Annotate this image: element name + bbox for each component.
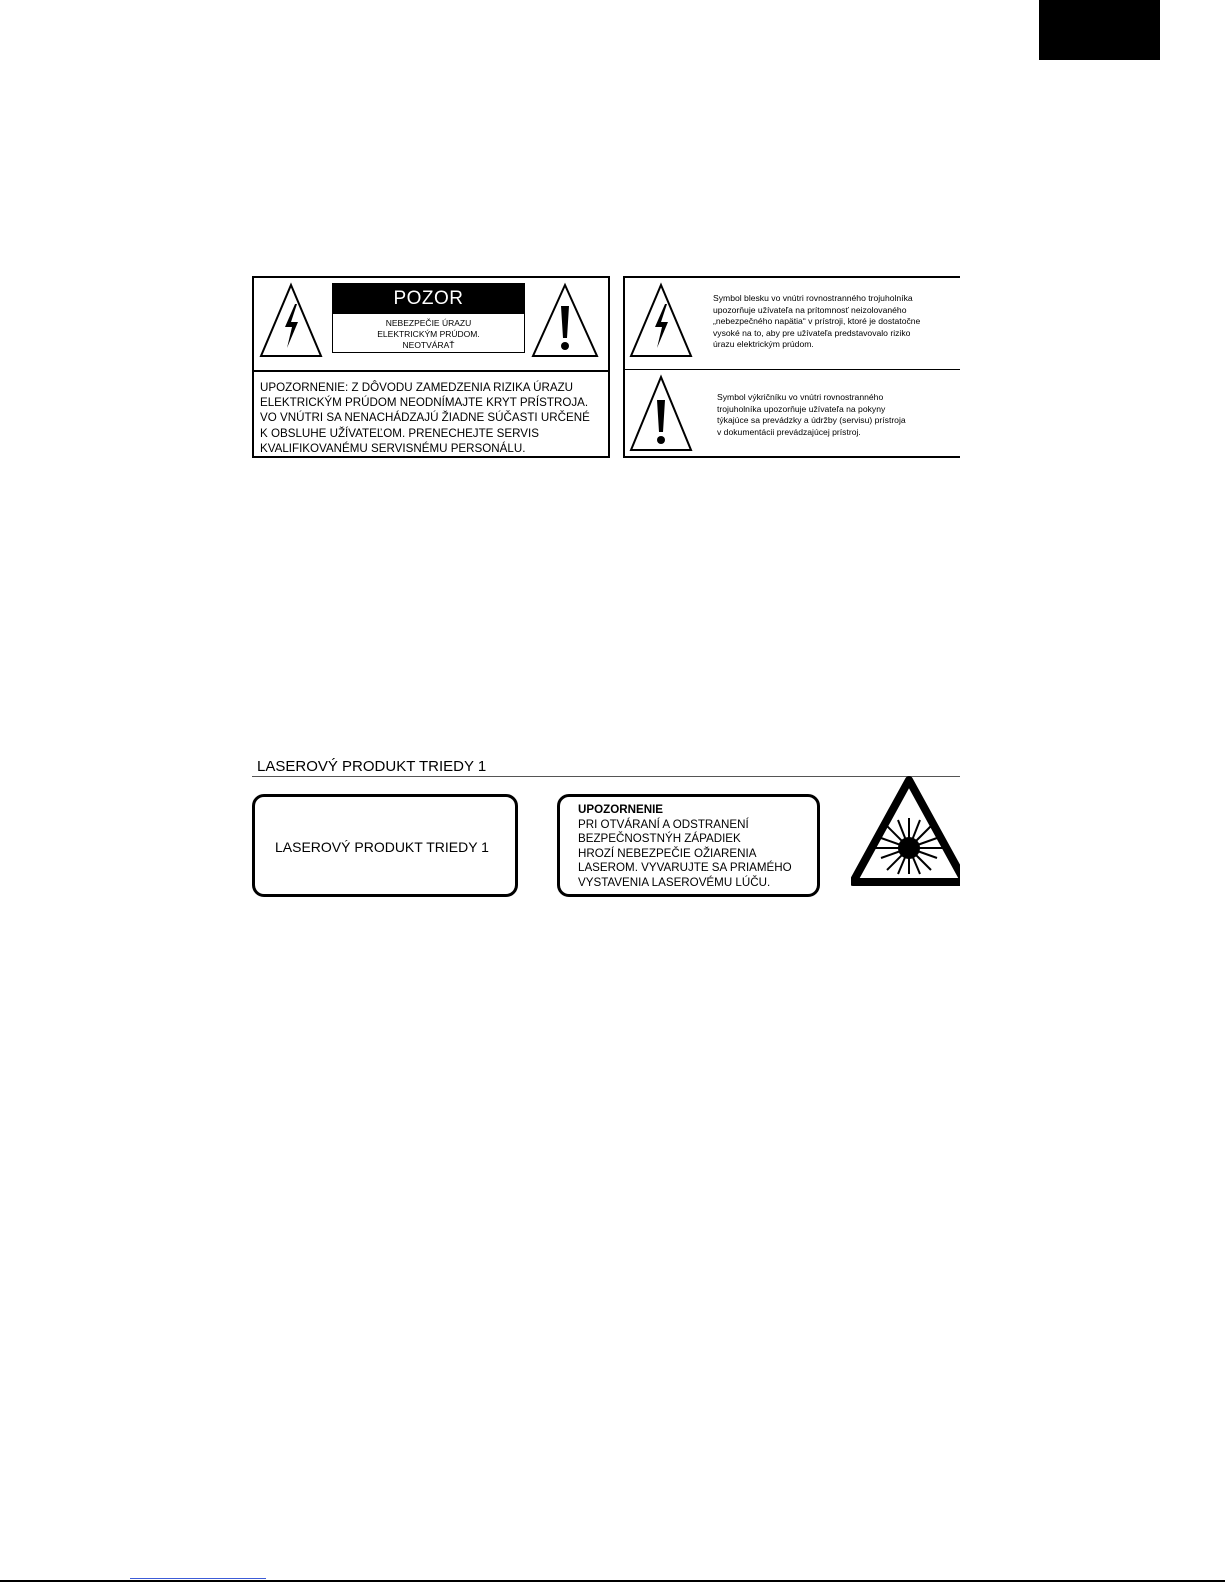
pozor-line: NEBEZPEČIE ÚRAZU: [385, 318, 472, 328]
warning-line: VO VNÚTRI SA NENACHÁDZAJÚ ŽIADNE SÚČASTI URČENÉ: [260, 411, 590, 425]
laser-warning-label: [557, 794, 820, 897]
explanation-line: Symbol výkričníku vo vnútri rovnostranného: [717, 392, 884, 402]
lightning-explanation-row: [625, 278, 960, 370]
laser-warning-text: [578, 803, 792, 891]
footer-rule: [0, 1580, 1225, 1582]
laser-warning-line: PRI OTVÁRANÍ A ODSTRANENÍ: [578, 817, 749, 831]
exclamation-explanation-text: [717, 392, 906, 438]
footer-link-underline: [130, 1578, 266, 1579]
explanation-line: týkajúce sa prevádzky a údržby (servisu) prístroja: [717, 415, 906, 425]
exclamation-triangle-icon: [628, 374, 694, 454]
warning-line: UPOZORNENIE: Z DÔVODU ZAMEDZENIA RIZIKA ÚRAZU: [260, 381, 574, 394]
explanation-line: upozorňuje užívateľa na prítomnosť neizolovaného: [713, 304, 907, 315]
explanation-line: v dokumentácii prevádzajúcej prístroj.: [717, 426, 861, 437]
laser-warning-line: HROZÍ NEBEZPEČIE OŽIARENIA: [578, 846, 757, 860]
lightning-triangle-icon: [628, 282, 694, 360]
symbol-explanation-panel: [623, 276, 960, 458]
explanation-line: vysoké na to, aby pre užívateľa predstavovalo riziko: [713, 327, 911, 338]
laser-warning-line: VYSTAVENIA LASEROVÉMU LÚČU.: [578, 875, 771, 889]
electric-shock-warning-panel: [252, 276, 610, 458]
pozor-line: ELEKTRICKÝM PRÚDOM.: [377, 329, 480, 339]
explanation-line: úrazu elektrickým prúdom.: [713, 339, 814, 349]
laser-heading: LASEROVÝ PRODUKT TRIEDY 1: [257, 758, 487, 775]
explanation-line: „nebezpečného napätia“ v prístroji, ktoré je dostatočne: [713, 316, 921, 326]
pozor-subtitle: [333, 314, 524, 351]
warning-text: [260, 380, 606, 456]
pozor-line: NEOTVÁRAŤ: [402, 340, 455, 350]
explanation-line: trojuholníka upozorňuje užívateľa na pokyny: [717, 403, 886, 414]
warning-line: ELEKTRICKÝM PRÚDOM NEODNÍMAJTE KRYT PRÍSTROJA.: [260, 396, 589, 410]
explanation-line: Symbol blesku vo vnútri rovnostranného trojuholníka: [713, 293, 913, 303]
warning-header-row: [254, 278, 608, 372]
laser-warning-line: LASEROM. VYVARUJTE SA PRIAMÉHO: [578, 861, 792, 875]
exclamation-triangle-icon: [530, 282, 600, 360]
laser-warning-line: BEZPEČNOSTNÝH ZÁPADIEK: [578, 832, 741, 846]
lightning-triangle-icon: [258, 282, 324, 360]
pozor-label: [332, 283, 525, 353]
laser-warning-title: UPOZORNENIE: [578, 803, 664, 816]
lightning-explanation-text: [713, 293, 920, 351]
pozor-title: POZOR: [333, 284, 524, 314]
laser-class-label: [252, 794, 518, 897]
warning-line: K OBSLUHE UŽÍVATEĽOM. PRENECHEJTE SERVIS: [260, 426, 539, 440]
page-corner-tab: [1039, 0, 1160, 60]
laser-class-text: LASEROVÝ PRODUKT TRIEDY 1: [275, 839, 489, 855]
warning-line: KVALIFIKOVANÉMU SERVISNÉMU PERSONÁLU.: [260, 441, 526, 455]
laser-hazard-icon: [851, 776, 960, 888]
